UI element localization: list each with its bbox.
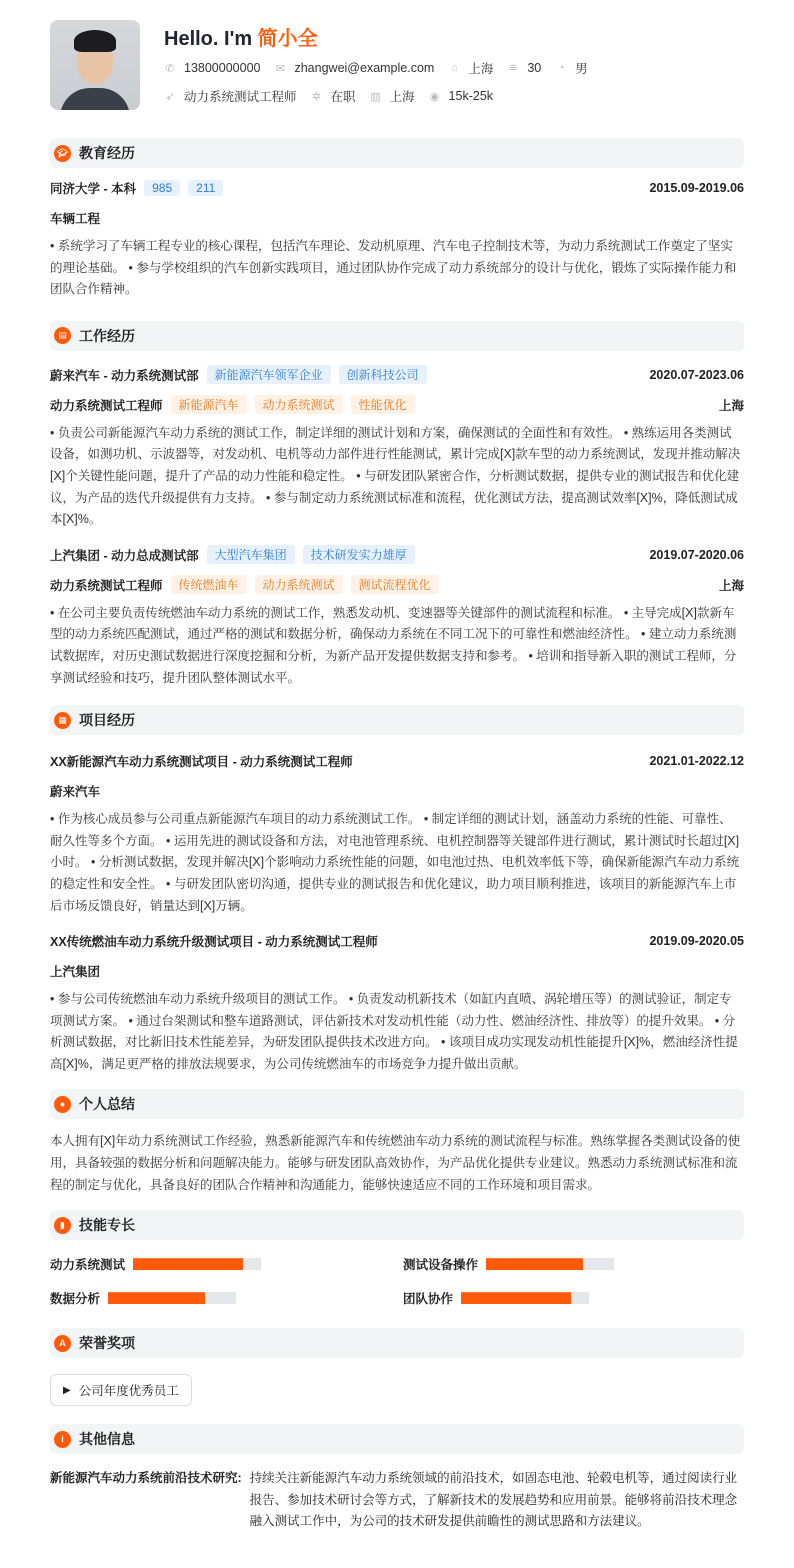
organization: 蔚来汽车: [50, 785, 101, 800]
description: • 参与公司传统燃油车动力系统升级项目的测试工作。 • 负责发动机新技术（如缸内直喷、涡轮增压等）的测试验证，制定专项测试方案。 • 通过台架测试和整车道路测试，评估新技术对发动机性能（动力性、燃油经济性、排放等）的提升效果。 • 分析测试数据，对比新旧技术性能差异，为研发团队提供技术改进方向。 • 该项目成功实现发动机性能提升[X]%，燃油经济性提高[X]%，满足更严格的排放法规要求，为公司传统燃油车的市场竞争力提升做出贡献。: [50, 992, 738, 1071]
company: 蔚来汽车 - 动力系统测试部: [50, 368, 199, 383]
info-icon: i: [54, 1431, 71, 1448]
tag: 985: [144, 180, 180, 196]
skill-fill: [461, 1292, 571, 1304]
section-title: 其他信息: [79, 1431, 135, 1448]
section-title: 项目经历: [79, 712, 135, 729]
section-work: [50, 321, 744, 351]
section-title: 个人总结: [79, 1096, 135, 1113]
date: 2020.07-2023.06: [649, 367, 744, 382]
role: 动力系统测试工程师: [50, 398, 163, 413]
tag: 动力系统测试: [255, 395, 343, 414]
tag: 动力系统测试: [255, 575, 343, 594]
major: 车辆工程: [50, 212, 101, 226]
send-icon: ➶: [165, 90, 175, 103]
email: zhangwei@example.com: [294, 61, 435, 75]
section-education: [50, 138, 744, 168]
skill-name: 团队协作: [403, 1292, 454, 1307]
section-title: 技能专长: [79, 1217, 135, 1234]
avatar: [50, 20, 140, 110]
user-icon: ●: [54, 1096, 71, 1113]
play-icon: ▶: [63, 1384, 71, 1396]
section-summary: [50, 1089, 744, 1119]
salary: 15k-25k: [448, 89, 494, 103]
skill-item: [403, 1254, 744, 1274]
tag: 大型汽车集团: [207, 545, 295, 564]
skill-bar: [461, 1292, 589, 1304]
building-icon: ▥: [370, 90, 381, 103]
salary-icon: ◉: [429, 90, 440, 103]
skill-item: [50, 1254, 403, 1274]
section-title: 教育经历: [79, 145, 135, 161]
tag: 测试流程优化: [351, 575, 439, 594]
description: • 负责公司新能源汽车动力系统的测试工作，制定详细的测试计划和方案，确保测试的全面性和有效性。 • 熟练运用各类测试设备，如测功机、示波器等，对发动机、电机等动力部件进行性能测试，累计完成[X]款车型的动力系统测试，发现并推动解决[X]个关键性能问题，提升了产品的动力性能和稳定性。 • 与研发团队紧密合作，分析测试数据，提供专业的测试报告和优化建议，为产品的迭代升级提供有力支持。 • 参与制定动力系统测试标准和流程，优化测试方法，提高测试效率[X]%，降低测试成本[X]%。: [50, 425, 741, 527]
skill-bar: [108, 1292, 236, 1304]
award-icon: A: [54, 1335, 71, 1352]
other-key: 新能源汽车动力系统前沿技术研究:: [50, 1471, 242, 1486]
summary-text: 本人拥有[X]年动力系统测试工作经验，熟悉新能源汽车和传统燃油车动力系统的测试流程与标准。熟练掌握各类测试设备的使用，具备较强的数据分析和问题解决能力。能够与研发团队高效协作，为产品优化提供专业建议。熟悉动力系统测试标准和流程的制定与优化，具备良好的团队合作精神和沟通能力，能够快速适应不同的工作环境和项目需求。: [50, 1134, 741, 1192]
tag: 性能优化: [351, 395, 415, 414]
description: • 系统学习了车辆工程专业的核心课程，包括汽车理论、发动机原理、汽车电子控制技术等，为动力系统测试工作奠定了坚实的理论基础。 • 参与学校组织的汽车创新实践项目，通过团队协作完成了动力系统部分的设计与优化，锻炼了实际操作能力和团队合作精神。: [50, 239, 737, 297]
status-icon: ✲: [311, 90, 322, 103]
tag: 传统燃油车: [171, 575, 247, 594]
section-title: 工作经历: [79, 327, 135, 344]
resume: [50, 20, 744, 1533]
skill-fill: [486, 1258, 583, 1270]
date: 2021.01-2022.12: [649, 754, 744, 769]
tag: 新能源汽车领军企业: [207, 365, 331, 384]
work-item: [50, 365, 744, 531]
gender: 男: [575, 62, 588, 76]
company: 上汽集团 - 动力总成测试部: [50, 548, 199, 563]
profile-header: [50, 20, 744, 110]
project-name: XX传统燃油车动力系统升级测试项目 - 动力系统测试工程师: [50, 935, 378, 950]
location: 上海: [468, 62, 494, 76]
other-info: [50, 1468, 744, 1533]
description: • 在公司主要负责传统燃油车动力系统的测试工作，熟悉发动机、变速器等关键部件的测试流程和标准。 • 主导完成[X]款新车型的动力系统匹配测试，通过严格的测试和数据分析，确保动力系统在不同工况下的可靠性和燃油经济性。 • 建立动力系统测试数据库，对历史测试数据进行深度挖掘和分析，为新产品开发提供数据支持和参考。 • 培训和指导新入职的测试工程师，分享测试经验和技巧，提升团队整体测试水平。: [50, 605, 737, 685]
section-awards: [50, 1328, 744, 1358]
tag: 新能源汽车: [171, 395, 247, 414]
gender-icon: ◔: [557, 62, 565, 74]
award-item[interactable]: [50, 1374, 192, 1406]
school: 同济大学 - 本科: [50, 182, 137, 196]
other-value: 持续关注新能源汽车动力系统领域的前沿技术，如固态电池、轮毂电机等，通过阅读行业报告、参加技术研讨会等方式，了解新技术的发展趋势和应用前景。能够将前沿技术理念融入测试工作中，为公司的技术研发提供前瞻性的测试思路和方法建议。: [249, 1471, 738, 1529]
project-item: [50, 751, 744, 917]
skill-item: [50, 1288, 403, 1308]
description: • 作为核心成员参与公司重点新能源汽车项目的动力系统测试工作。 • 制定详细的测试计划，涵盖动力系统的性能、可靠性、耐久性等多个方面。 • 运用先进的测试设备和方法，对电池管理系统、电机控制器等关键部件进行测试，累计测试时长超过[X]小时。 • 分析测试数据，发现并解决[X]个影响动力系统性能的问题，如电池过热、电机效率低下等，确保新能源汽车动力系统的稳定性和安全性。 • 与研发团队密切沟通，提供专业的测试报告和优化建议，助力项目顺利推进，该项目的新能源汽车上市后市场反馈良好，销量达到[X]万辆。: [50, 812, 740, 913]
position: 动力系统测试工程师: [184, 90, 297, 104]
phone: 13800000000: [184, 61, 261, 75]
skill-fill: [108, 1292, 205, 1304]
greeting: Hello. I'm: [164, 28, 258, 50]
project-item: [50, 931, 744, 1075]
section-title: 荣誉奖项: [79, 1335, 135, 1352]
briefcase-icon: ▤: [54, 327, 71, 344]
skill-bar: [133, 1258, 261, 1270]
date: 2019.07-2020.06: [649, 547, 744, 562]
section-skills: [50, 1210, 744, 1240]
skill-fill: [133, 1258, 243, 1270]
page-title: [164, 22, 602, 48]
grid-icon: ▦: [54, 712, 71, 729]
city: 上海: [718, 578, 744, 593]
age: 30: [527, 61, 542, 75]
cake-icon: ≘: [508, 62, 518, 75]
section-other: [50, 1424, 744, 1454]
award-label: 公司年度优秀员工: [78, 1384, 179, 1399]
skill-name: 数据分析: [50, 1292, 101, 1307]
section-projects: [50, 705, 744, 735]
skill-item: [403, 1288, 744, 1308]
home-icon: ⌂: [451, 62, 458, 74]
tag: 创新科技公司: [339, 365, 427, 384]
status: 在职: [330, 90, 356, 104]
skills-list: [50, 1254, 744, 1308]
city: 上海: [389, 90, 415, 104]
role: 动力系统测试工程师: [50, 578, 163, 593]
tag: 211: [188, 180, 223, 196]
date: 2019.09-2020.05: [649, 934, 744, 949]
project-name: XX新能源汽车动力系统测试项目 - 动力系统测试工程师: [50, 755, 353, 770]
tag: 技术研发实力雄厚: [303, 545, 415, 564]
work-item: [50, 545, 744, 689]
mail-icon: ✉: [275, 62, 286, 75]
candidate-name: 简小全: [257, 28, 318, 50]
chart-icon: ▮: [54, 1217, 71, 1234]
skill-bar: [486, 1258, 614, 1270]
skill-name: 动力系统测试: [50, 1258, 126, 1273]
organization: 上汽集团: [50, 965, 101, 980]
skill-name: 测试设备操作: [403, 1258, 479, 1273]
city: 上海: [718, 398, 744, 413]
phone-icon: ✆: [165, 62, 175, 75]
date: 2015.09-2019.06: [649, 181, 744, 195]
graduation-cap-icon: 🎓︎: [54, 145, 71, 162]
